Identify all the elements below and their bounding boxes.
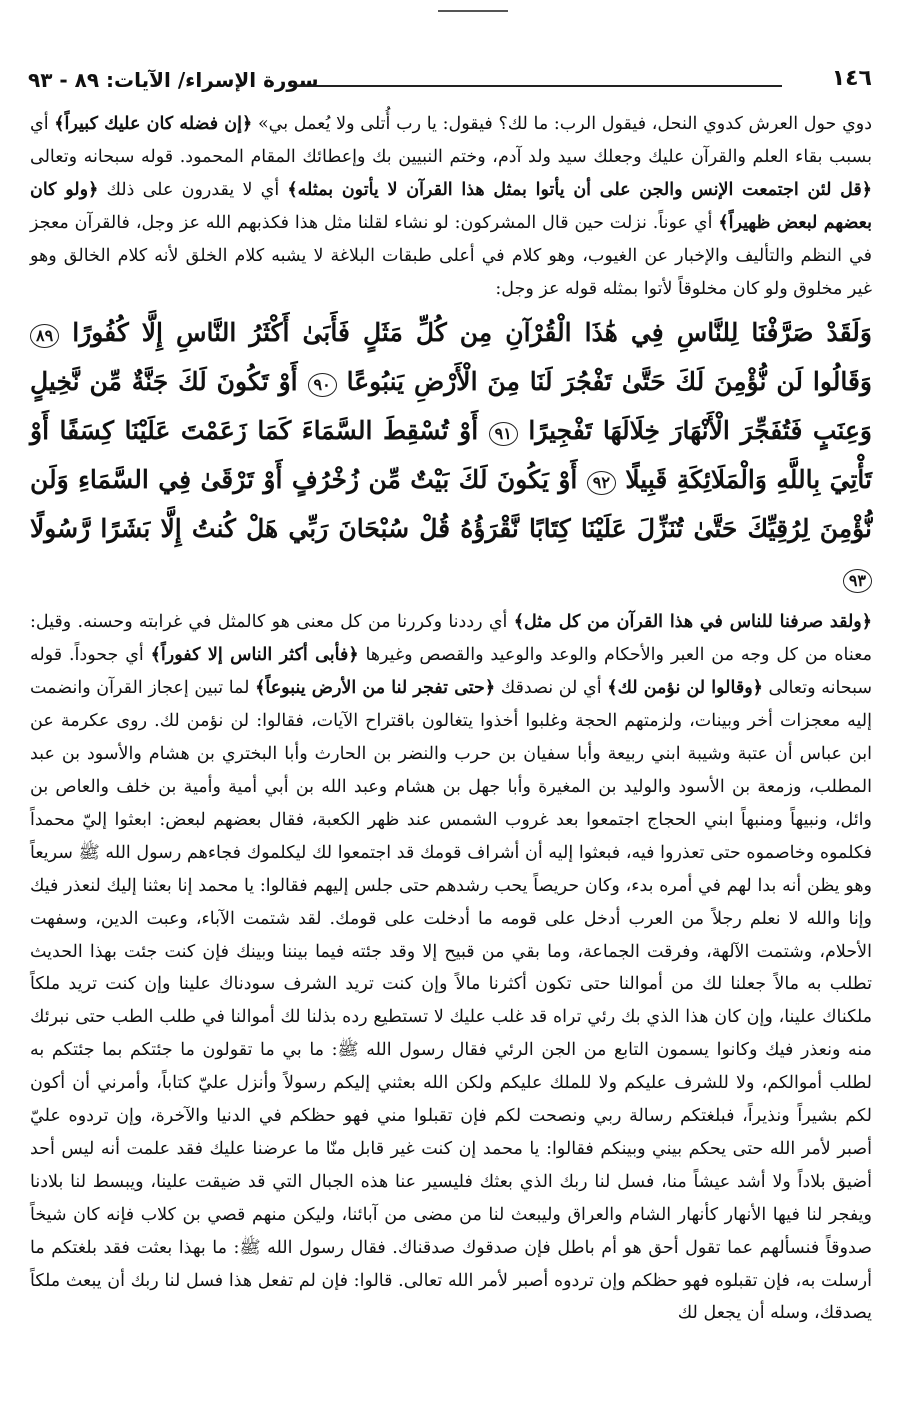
intro-text-3: أي لا يقدرون على ذلك [98,179,288,200]
running-title: سورة الإسراء/ الآيات: ٨٩ - ٩٣ [28,68,319,92]
verse-marker-91: ٩١ [489,422,518,446]
verse-91: أَوْ تَكُونَ لَكَ جَنَّةٌ مِّن نَّخِيلٍ وَعِنَبٍ فَتُفَجِّرَ الْأَنْهَارَ خِلَالَهَا تَفْجِيرًا [30,367,872,446]
page-body [30,108,872,1330]
commentary-quote-2: ﴿فأبى أكثر الناس إلا كفوراً﴾ [150,645,359,666]
intro-paragraph [30,108,872,305]
header-rule [296,85,782,87]
intro-text-4: أي عوناً. نزلت حين قال المشركون: لو نشاء لقلنا مثل هذا فكذبهم الله عز وجل، فالقرآن معجز في النظم والتأليف والإخبار عن الغيوب، وهو كلام في أعلى طبقات البلاغة لا يشبه كلام الخلق لأنه كلام الخالق وهو غير مخلوق ولو كان مخلوقاً لأتوا بمثله قوله عز وجل: [30,212,872,299]
verse-89: وَلَقَدْ صَرَّفْنَا لِلنَّاسِ فِي هَٰذَا الْقُرْآنِ مِن كُلِّ مَثَلٍ فَأَبَىٰ أَكْثَرُ النَّاسِ إِلَّا كُفُورًا [72,318,872,348]
quran-verses-block [30,308,872,602]
verse-93: أَوْ يَكُونَ لَكَ بَيْتٌ مِّن زُخْرُفٍ أَوْ تَرْقَىٰ فِي السَّمَاءِ وَلَن نُّؤْمِنَ لِرُقِيِّكَ حَتَّىٰ تُنَزِّلَ عَلَيْنَا كِتَابًا نَّقْرَؤُهُ قُلْ سُبْحَانَ رَبِّي هَلْ كُنتُ إِلَّا بَشَرًا رَّسُولًا [30,465,872,544]
commentary-paragraph [30,606,872,1330]
commentary-text-1: أي رددنا وكررنا من كل معنى هو كالمثل في غرابته وحسنه. وقيل: معناه من كل وجه من العبر والأحكام والوعد والوعيد والقصص وغيرها [30,612,872,666]
commentary-quote-4: ﴿حتى تفجر لنا من الأرض ينبوعاً﴾ [255,678,496,699]
page-number: ١٤٦ [831,66,872,91]
page-header [28,66,872,96]
verse-marker-92: ٩٢ [587,471,616,495]
intro-text-1: دوي حول العرش كدوي النحل، فيقول الرب: ما لك؟ فيقول: يا رب أُتلى ولا يُعمل بي» [252,114,873,134]
verse-90: وَقَالُوا لَن نُّؤْمِنَ لَكَ حَتَّىٰ تَفْجُرَ لَنَا مِنَ الْأَرْضِ يَنبُوعًا [346,367,872,397]
verse-marker-90: ٩٠ [308,373,337,397]
commentary-text-4: لما تبين إعجاز القرآن وانضمت إليه معجزات أخر وبينات، ولزمتهم الحجة وغلبوا أخذوا يتغالون باقتراح الآيات، فقالوا: لن نؤمن لك. روى عكرمة عن ابن عباس أن عتبة وشيبة ابني ربيعة وأبا سفيان بن حرب والنضر بن الحارث وأبا البختري بن هشام والأسود بن عبد المطلب، وزمعة بن الأسود والوليد بن المغيرة وأبا جهل بن هشام وعبد الله بن أبي أمية وأمية بن خلف والعاص بن وائل، ونبيهاً ومنبهاً ابني الحجاج اجتمعوا بعد غروب الشمس عند ظهر الكعبة، فقال بعضهم لبعض: ابعثوا إليّ محمداً فكلموه وخاصموه حتى تعذروا فيه، فبعثوا إليه أن أشراف قومك قد اجتمعوا لك ليكلموك فجاءهم رسول الله ﷺ سريعاً وهو يظن أنه بدا لهم في أمره بدء، وكان حريصاً يحب رشدهم حتى جلس إليهم فقالوا: يا محمد إنا بعثنا إليك لنعذر فيك وإنا والله لا نعلم رجلاً من العرب أدخل على قومه ما أدخلت على قومك. لقد شتمت الآباء، وعبت الدين، وسفهت الأحلام، وشتمت الآلهة، وفرقت الجماعة، وما بقي من قبيح إلا وقد جئته فيما بيننا وبينك فإن كنت جئت بهذا الحديث تطلب به مالاً جعلنا لك من أموالنا حتى تكون أكثرنا مالاً وإن كنت تريد الشرف سودناك علينا وإن كنت تريد ملكاً ملكناك علينا، وإن كان هذا الذي بك رئي تراه قد غلب عليك لا تستطيع رده بذلنا لك أموالنا في طلب الطب حتى نبرئك منه ونعذر فيك وكانوا يسمون التابع من الجن الرئي فقال رسول الله ﷺ: ما بي ما تقولون ما جئتكم بما جئتكم به لطلب أموالكم، ولا للشرف عليكم ولا للملك عليكم ولكن الله بعثني إليكم رسولاً وأنزل عليّ كتاباً، وأمرني أن أكون لكم بشيراً ونذيراً، فبلغتكم رسالة ربي ونصحت لكم فإن تقبلوا مني فهو حظكم في الدنيا والآخرة، وإن تردوه عليّ أصبر لأمر الله حتى يحكم بيني وبينكم فقالوا: يا محمد إن كنت غير قابل منّا ما عرضنا عليك فقد علمت أنه ليس أحد أضيق بلاداً ولا أشد عيشاً منا، فسل لنا ربك الذي بعثك فليسير عنا هذه الجبال التي قد ضيقت علينا، ويبسط لنا بلادنا ويفجر لنا فيها الأنهار كأنهار الشام والعراق وليبعث لنا من مضى من آبائنا، وليكن منهم قصي بن كلاب فإنه كان شيخاً صدوقاً فنسألهم عما تقول أحق هو أم باطل فإن صدقوك صدقناك. فقال رسول الله ﷺ: ما بهذا بعثت فقد بلغتكم ما أرسلت به، فإن تقبلوه فهو حظكم وإن تردوه أصبر لأمر الله تعالى. قالوا: فإن لم تفعل هذا فسل لنا ربك أن يبعث ملكاً يصدقك، وسله أن يجعل لك [30,678,872,1324]
intro-quote-2: ﴿قل لئن اجتمعت الإنس والجن على أن يأتوا بمثل هذا القرآن لا يأتون بمثله﴾ [287,179,873,200]
intro-quote-3: ﴿ولو كان بعضهم لبعض ظهيراً﴾ [30,179,872,233]
intro-text-2: أي بسبب بقاء العلم والقرآن عليك وجعلك سيد ولد آدم، وختم النبيين بك وإعطائك المقام المحمود. قوله سبحانه وتعالى [30,114,872,167]
commentary-text-2: أي جحوداً. قوله سبحانه وتعالى [30,645,873,699]
commentary-text-3: أي لن نصدقك [495,678,608,699]
top-rule [438,10,508,12]
verse-marker-89: ٨٩ [30,324,59,348]
verse-marker-93: ٩٣ [843,569,872,593]
commentary-quote-3: ﴿وقالوا لن نؤمن لك﴾ [607,678,763,699]
verse-92: أَوْ تُسْقِطَ السَّمَاءَ كَمَا زَعَمْتَ عَلَيْنَا كِسَفًا أَوْ تَأْتِيَ بِاللَّهِ وَالْمَلَائِكَةِ قَبِيلًا [30,416,872,495]
intro-quote-1: ﴿إن فضله كان عليك كبيراً﴾ [54,114,253,134]
commentary-quote-1: ﴿ولقد صرفنا للناس في هذا القرآن من كل مثل﴾ [513,612,873,633]
